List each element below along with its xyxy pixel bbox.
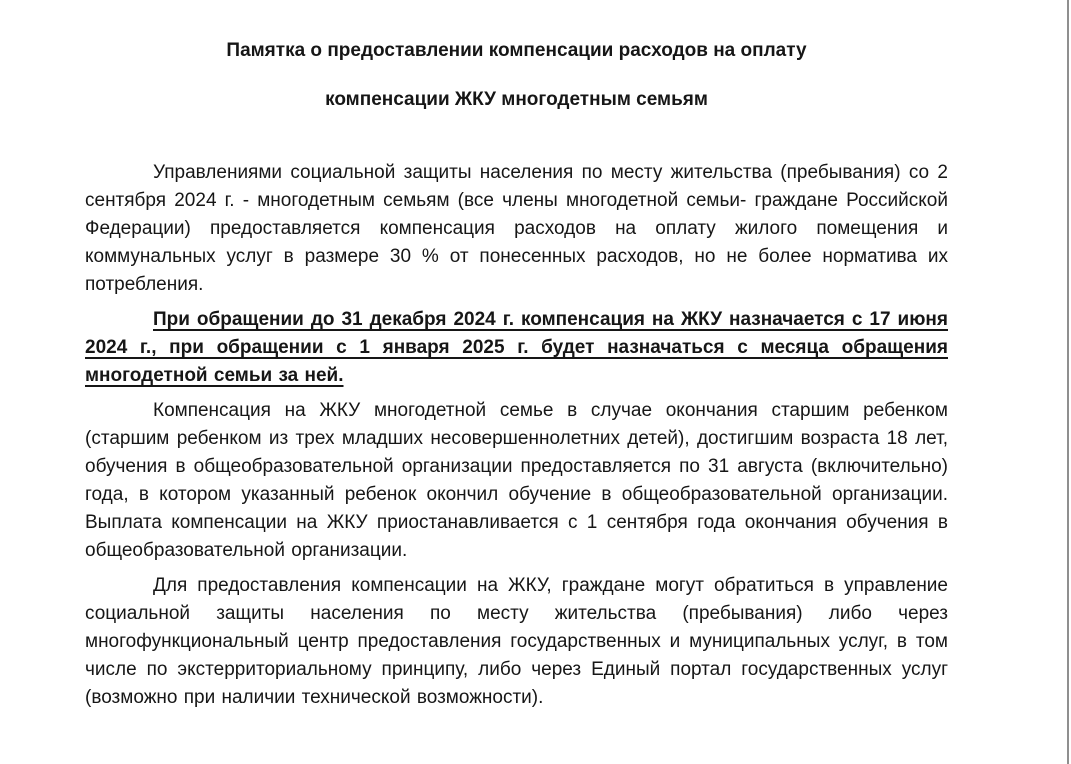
paragraph-education-condition: Компенсация на ЖКУ многодетной семье в случае окончания старшим ребенком (старшим ребенком из трех младших несовершеннолетних детей), достигшим возраста 18 лет, обучения в общеобразовательной организации предоставляется по 31 августа (включительно) года, в котором указанный ребенок окончил обучение в общеобразовательной организации. Выплата компенсации на ЖКУ приостанавливается с 1 сентября года окончания обучения в общеобразовательной организации. [85, 400, 948, 561]
title-line-2: компенсации ЖКУ многодетным семьям [325, 89, 708, 110]
document-page [85, 0, 948, 719]
title-line-1: Памятка о предоставлении компенсации расходов на оплату [226, 40, 807, 61]
paragraph-how-to-apply: Для предоставления компенсации на ЖКУ, граждане могут обратиться в управление социальной защиты населения по месту жительства (пребывания) либо через многофункциональный центр предоставления государственных и муниципальных услуг, в том числе по экстерриториальному принципу, либо через Единый портал государственных услуг (возможно при наличии технической возможности). [85, 575, 948, 708]
document-body [85, 159, 948, 712]
document-title [85, 37, 948, 114]
paragraph-application-deadline-emphasis: При обращении до 31 декабря 2024 г. компенсация на ЖКУ назначается с 17 июня 2024 г., при обращении с 1 января 2025 г. будет назначаться с месяца обращения многодетной семьи за ней. [85, 309, 948, 386]
paragraph-compensation-intro: Управлениями социальной защиты населения по месту жительства (пребывания) со 2 сентября 2024 г. - многодетным семьям (все члены многодетной семьи- граждане Российской Федерации) предоставляется компенсация расходов на оплату жилого помещения и коммунальных услуг в размере 30 % от понесенных расходов, но не более норматива их потребления. [85, 162, 948, 295]
page-edge-line [1067, 0, 1069, 764]
